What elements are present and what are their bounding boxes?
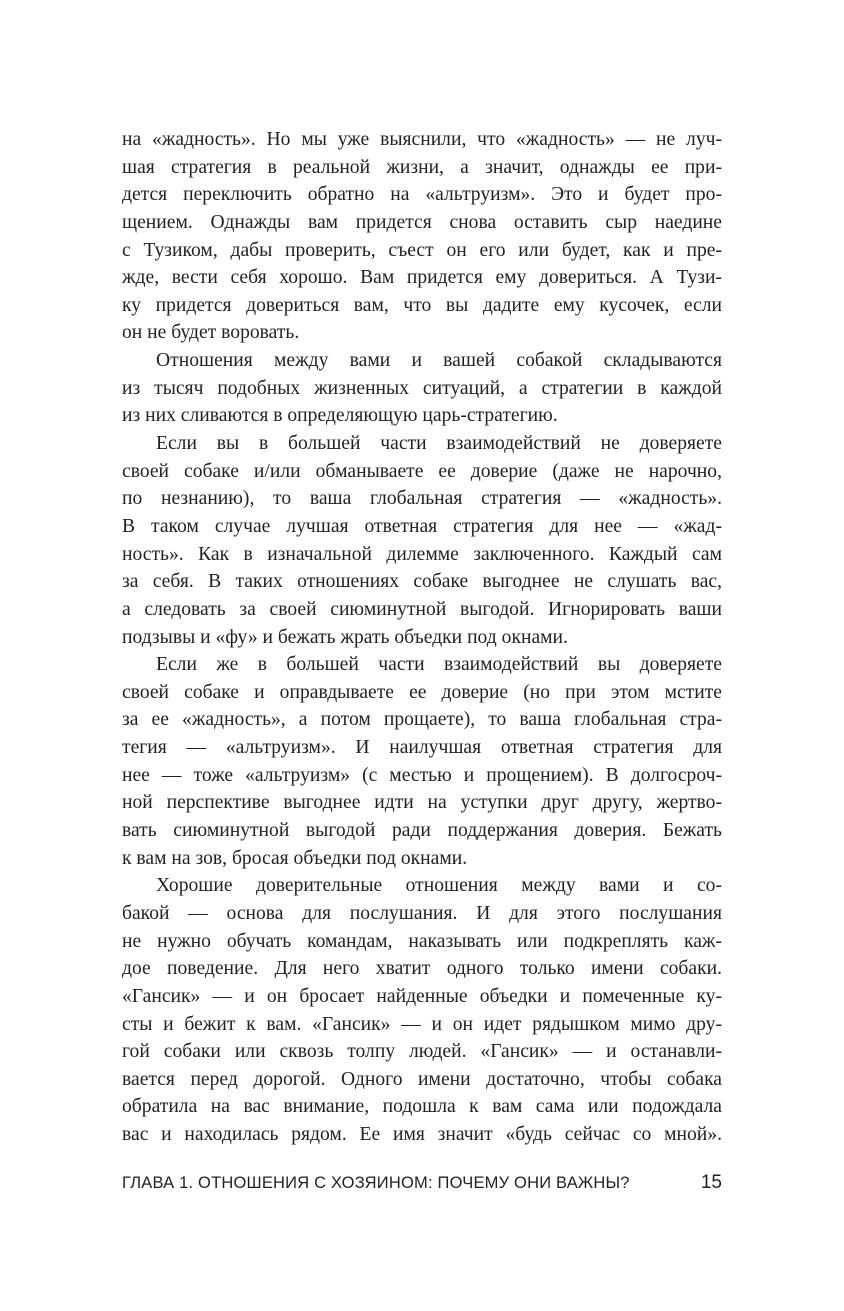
text-line: ку придется довериться вам, что вы дадите ему кусочек, если (122, 294, 722, 316)
text-line: за себя. В таких отношениях собаке выгоднее не слушать вас, (122, 571, 722, 593)
body-text (122, 126, 722, 1149)
chapter-title: ГЛАВА 1. ОТНОШЕНИЯ С ХОЗЯИНОМ: ПОЧЕМУ ОНИ ВАЖНЫ? (122, 1174, 630, 1192)
text-line: дется переключить обратно на «альтруизм». Это и будет про- (122, 184, 722, 206)
text-line: из них сливаются в определяющую царь-стратегию. (122, 405, 558, 427)
paragraph-first-line: Отношения между вами и вашей собакой складываются (156, 350, 722, 372)
text-line: нее — тоже «альтруизм» (с местью и прощением). В долгосроч- (122, 764, 722, 786)
text-line: своей собаке и оправдываете ее доверие (но при этом мстите (122, 681, 722, 703)
text-line: жде, вести себя хорошо. Вам придется ему довериться. А Тузи- (122, 267, 722, 289)
text-line: не нужно обучать командам, наказывать или подкреплять каж- (122, 930, 722, 952)
text-line: дое поведение. Для него хватит одного только имени собаки. (122, 958, 722, 980)
text-line: бакой — основа для послушания. И для этого послушания (122, 902, 722, 924)
text-line: вас и находилась рядом. Ее имя значит «будь сейчас со мной». (122, 1124, 722, 1146)
paragraph-first-line: Если вы в большей части взаимодействий не доверяете (156, 433, 722, 455)
text-line: на «жадность». Но мы уже выяснили, что «жадность» — не луч- (122, 129, 722, 150)
text-line: обратила на вас внимание, подошла к вам сама или подождала (122, 1096, 722, 1118)
text-line: «Гансик» — и он бросает найденные объедки и помеченные ку- (122, 985, 722, 1007)
text-line: сты и бежит к вам. «Гансик» — и он идет рядышком мимо дру- (122, 1013, 722, 1035)
text-line: щением. Однажды вам придется снова оставить сыр наедине (122, 211, 722, 233)
paragraph-first-line: Если же в большей части взаимодействий вы доверяете (156, 654, 722, 676)
text-line: вать сиюминутной выгодой ради поддержания доверия. Бежать (122, 820, 722, 842)
text-line: он не будет воровать. (122, 322, 300, 344)
text-line: шая стратегия в реальной жизни, а значит, однажды ее при- (122, 156, 722, 178)
text-line: с Тузиком, дабы проверить, съест он его или будет, как и пре- (122, 239, 722, 261)
text-line: тегия — «альтруизм». И наилучшая ответная стратегия для (122, 737, 722, 759)
text-line: к вам на зов, бросая объедки под окнами. (122, 847, 468, 869)
text-line: из тысяч подобных жизненных ситуаций, а стратегии в каждой (122, 377, 722, 399)
paragraph-first-line: Хорошие доверительные отношения между вами и со- (156, 875, 722, 897)
text-line: ность». Как в изначальной дилемме заключенного. Каждый сам (122, 543, 722, 565)
text-line: гой собаки или сквозь толпу людей. «Гансик» — и останавли- (122, 1041, 722, 1063)
text-line: а следовать за своей сиюминутной выгодой. Игнорировать ваши (122, 598, 722, 620)
text-line: по незнанию), то ваша глобальная стратегия — «жадность». (122, 488, 722, 510)
text-line: вается перед дорогой. Одного имени достаточно, чтобы собака (122, 1068, 722, 1090)
text-line: В таком случае лучшая ответная стратегия для нее — «жад- (122, 515, 722, 537)
running-footer (122, 1172, 722, 1200)
text-line: подзывы и «фу» и бежать жрать объедки под окнами. (122, 626, 568, 648)
text-line: своей собаке и/или обманываете ее доверие (даже не нарочно, (122, 460, 722, 482)
text-line: за ее «жадность», а потом прощаете), то ваша глобальная стра- (122, 709, 722, 731)
text-line: ной перспективе выгоднее идти на уступки друг другу, жертво- (122, 792, 722, 814)
page-number: 15 (700, 1172, 722, 1193)
